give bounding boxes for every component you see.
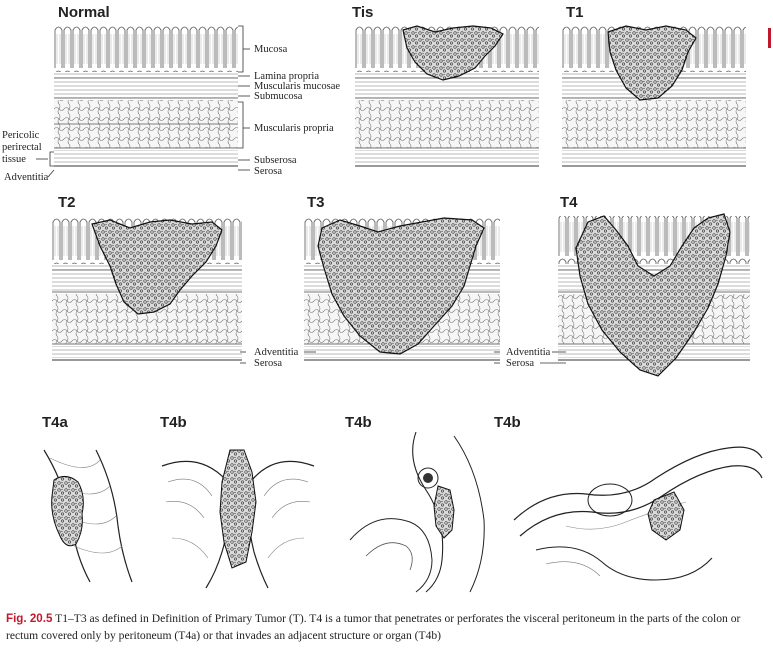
figure-caption-text: T1–T3 as defined in Definition of Primary Tumor (T). T4 is a tumor that penetrates or perforates the visceral peritoneum in the parts of the colon or rectum covered only by peritoneum (T4a) or that invades an adjacent structure or organ (T4b) bbox=[6, 612, 741, 642]
t4b-adhesion-tumor bbox=[220, 450, 256, 568]
panel-title-tis: Tis bbox=[352, 4, 374, 21]
panel-title-t4b-3: T4b bbox=[494, 414, 521, 431]
label-serosa: Serosa bbox=[254, 166, 282, 177]
label-perirectal: perirectal bbox=[2, 142, 42, 153]
figure-label: Fig. 20.5 bbox=[6, 612, 53, 625]
tis-wall-illustration bbox=[355, 24, 539, 176]
panel-title-normal: Normal bbox=[58, 4, 110, 21]
normal-wall-illustration bbox=[54, 24, 238, 176]
panel-title-t3: T3 bbox=[307, 194, 325, 211]
label-tissue: tissue bbox=[2, 154, 26, 165]
label-serosa-right: Serosa bbox=[506, 358, 534, 369]
label-lamina-propria: Lamina propria bbox=[254, 71, 320, 82]
label-adventitia: Adventitia bbox=[4, 172, 49, 183]
panel-title-t4: T4 bbox=[560, 194, 578, 211]
label-adventitia-left: Adventitia bbox=[254, 347, 299, 358]
panel-title-t4b-2: T4b bbox=[345, 414, 372, 431]
t1-wall-illustration bbox=[562, 24, 746, 176]
pericolic-bracket bbox=[30, 150, 56, 180]
t4a-tumor bbox=[52, 476, 84, 545]
label-pericolic: Pericolic bbox=[2, 130, 40, 141]
panel-title-t4b-1: T4b bbox=[160, 414, 187, 431]
figure-caption bbox=[6, 610, 766, 644]
t4b-loops-tumor bbox=[648, 492, 684, 540]
page-edge-marker bbox=[768, 28, 771, 48]
t4-wall-illustration bbox=[558, 212, 750, 382]
label-adventitia-right: Adventitia bbox=[506, 347, 551, 358]
panel-title-t1: T1 bbox=[566, 4, 584, 21]
t4b-adhesion-illustration bbox=[160, 442, 316, 590]
label-serosa-left: Serosa bbox=[254, 358, 282, 369]
t3-wall-illustration bbox=[304, 216, 500, 366]
t4b-pelvis-illustration bbox=[346, 430, 496, 594]
label-submucosa: Submucosa bbox=[254, 91, 303, 102]
label-muscularis-propria: Muscularis propria bbox=[254, 123, 334, 134]
panel-title-t2: T2 bbox=[58, 194, 76, 211]
label-subserosa: Subserosa bbox=[254, 155, 297, 166]
label-muscularis-mucosae: Muscularis mucosae bbox=[254, 81, 341, 92]
t4b-loops-illustration bbox=[506, 430, 766, 590]
label-mucosa: Mucosa bbox=[254, 44, 288, 55]
t4b-pelvis-tumor bbox=[434, 486, 454, 538]
t2-wall-illustration bbox=[52, 216, 242, 366]
t4a-bowel-illustration bbox=[36, 446, 136, 586]
panel-title-t4a: T4a bbox=[42, 414, 68, 431]
